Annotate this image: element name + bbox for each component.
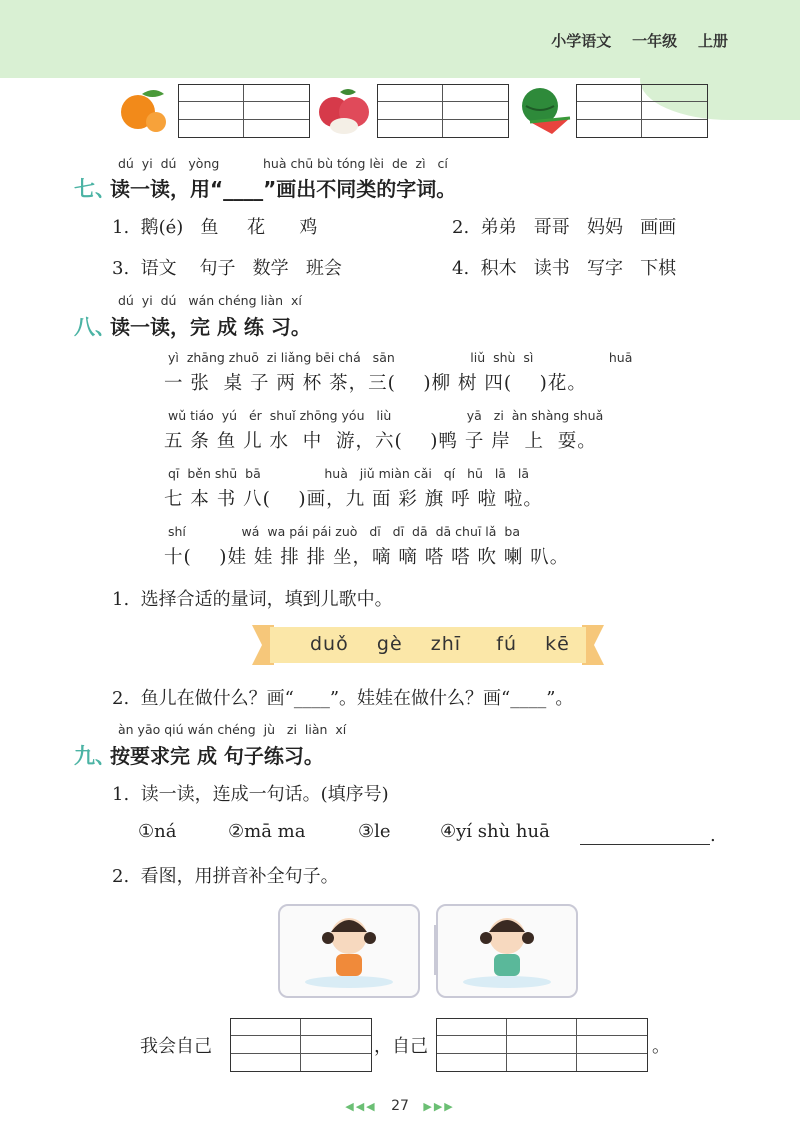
measure-word-options: duǒ gè zhī fú kē (310, 633, 570, 655)
option-2: ②mā ma (228, 821, 306, 842)
right-arrows-icon: ▶▶▶ (423, 1100, 455, 1113)
section7-pinyin: dú yi dú yòng huà chū bù tóng lèi de zì cí (118, 156, 448, 171)
poem-line-1-pinyin: yì zhāng zhuō zi liǎng bēi chá sān liǔ shù sì huā (168, 350, 633, 365)
sentence-mid: ，自己 (374, 1036, 428, 1057)
section9-title: 按要求完 成 句子练习。 (110, 744, 324, 768)
book-title: 小学语文 一年级 上册 (551, 32, 728, 50)
picture-connector (418, 925, 436, 975)
option-3: ③le (358, 821, 391, 842)
orange-image (112, 82, 174, 138)
watermelon-image (512, 82, 574, 138)
answer-grid-orange[interactable] (178, 84, 310, 138)
section7-title: 读一读，用“____”画出不同类的字词。 (110, 177, 457, 201)
poem-line-3[interactable]: 七 本 书 八( )画，九 面 彩 旗 呼 啦 啦。 (164, 489, 543, 510)
page-number: 27 (391, 1098, 409, 1114)
sequence-answer-line[interactable] (580, 844, 710, 845)
lychee-image (312, 82, 374, 138)
poem-line-3-pinyin: qī běn shū bā huà jiǔ miàn cǎi qí hū lā lā (168, 466, 530, 481)
section7-item-3[interactable]: 3. 语文 句子 数学 班会 (112, 258, 342, 279)
poem-line-4-pinyin: shí wá wa pái pái zuò dī dī dā dā chuī lǎ ba (168, 524, 520, 539)
answer-grid-1[interactable] (230, 1018, 372, 1072)
girl-brushing-icon (280, 906, 418, 996)
picture-girl-brushing (278, 904, 420, 998)
section7-item-1[interactable]: 1. 鹅(é) 鱼 花 鸡 (112, 217, 318, 238)
section8-number: 八、 (74, 315, 116, 339)
section9-question-1: 1. 读一读，连成一句话。(填序号) (112, 784, 389, 805)
poem-line-4[interactable]: 十( )娃 娃 排 排 坐，嘀 嘀 嗒 嗒 吹 喇 叭。 (164, 547, 570, 568)
girl-washing-icon (438, 906, 576, 996)
poem-line-2-pinyin: wǔ tiáo yú ér shuǐ zhōng yóu liù yā zi àn shàng shuǎ (168, 408, 604, 423)
section9-pinyin: àn yāo qiú wán chéng jù zi liàn xí (118, 722, 347, 737)
section9-question-2: 2. 看图，用拼音补全句子。 (112, 866, 339, 887)
section7-item-2[interactable]: 2. 弟弟 哥哥 妈妈 画画 (452, 217, 677, 238)
answer-grid-lychee[interactable] (377, 84, 509, 138)
section7-number: 七、 (74, 177, 116, 201)
sentence-start: 我会自己 (140, 1036, 212, 1057)
section8-question-1: 1. 选择合适的量词，填到儿歌中。 (112, 589, 393, 610)
sentence-end: 。 (652, 1036, 670, 1057)
option-4: ④yí shù huā (440, 821, 550, 842)
poem-line-2[interactable]: 五 条 鱼 儿 水 中 游，六( )鸭 子 岸 上 耍。 (164, 431, 597, 452)
answer-grid-2[interactable] (436, 1018, 648, 1072)
section9-number: 九、 (74, 744, 116, 768)
picture-girl-washing (436, 904, 578, 998)
section8-question-2: 2. 鱼儿在做什么？画“____”。娃娃在做什么？画“____”。 (112, 688, 574, 709)
period-mark: . (710, 825, 716, 846)
poem-line-1[interactable]: 一 张 桌 子 两 杯 茶，三( )柳 树 四( )花。 (164, 373, 587, 394)
page-footer (0, 1098, 800, 1114)
section7-item-4[interactable]: 4. 积木 读书 写字 下棋 (452, 258, 677, 279)
section8-pinyin: dú yi dú wán chéng liàn xí (118, 293, 302, 308)
section8-title: 读一读，完 成 练 习。 (110, 315, 311, 339)
answer-grid-watermelon[interactable] (576, 84, 708, 138)
left-arrows-icon: ◀◀◀ (345, 1100, 377, 1113)
option-1: ①ná (138, 821, 177, 842)
